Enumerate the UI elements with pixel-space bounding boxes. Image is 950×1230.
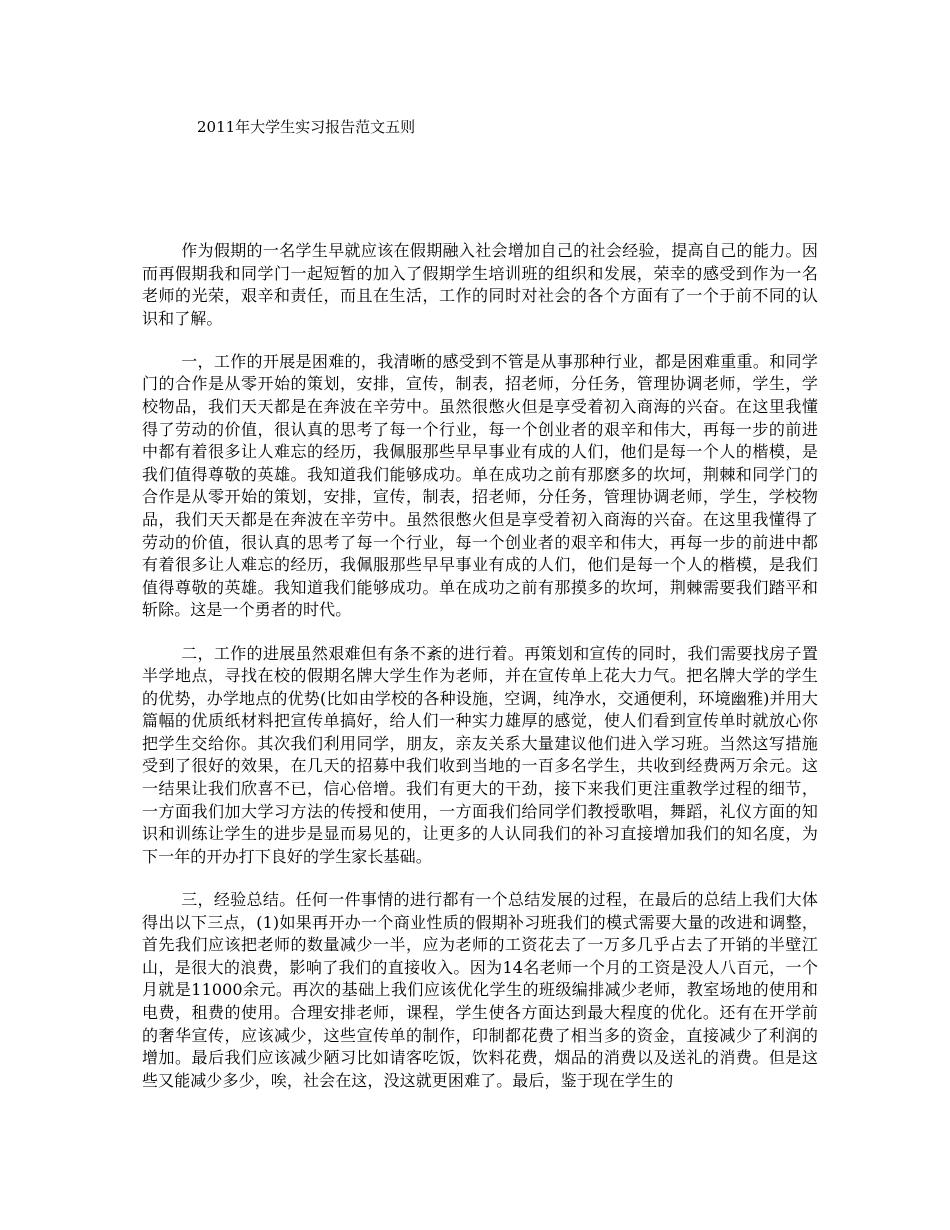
paragraph-intro: 作为假期的一名学生早就应该在假期融入社会增加自己的社会经验，提高自己的能力。因而再假期我和同学门一起短暂的加入了假期学生培训班的组织和发展，荣幸的感受到作为一名老师的光荣，艰辛和责任，而且在生活，工作的同时对社会的各个方面有了一个于前不同的认识和了解。 [142, 241, 818, 328]
paragraph-section-three: 三，经验总结。任何一件事情的进行都有一个总结发展的过程，在最后的总结上我们大体得出以下三点，(1)如果再开办一个商业性质的假期补习班我们的模式需要大量的改进和调整，首先我们应该把老师的数量减少一半，应为老师的工资花去了一万多几乎占去了开销的半壁江山，是很大的浪费，影响了我们的直接收入。因为14名老师一个月的工资是没人八百元，一个月就是11000余元。再次的基础上我们应该优化学生的班级编排减少老师，教室场地的使用和电费，租费的使用。合理安排老师，课程，学生使各方面达到最大程度的优化。还有在开学前的奢华宣传，应该减少，这些宣传单的制作，印制都花费了相当多的资金，直接减少了利润的增加。最后我们应该减少陋习比如请客吃饭，饮料花费，烟品的消费以及送礼的消费。但是这些又能减少多少，唉，社会在这，没这就更困难了。最后，鉴于现在学生的 [142, 889, 818, 1090]
paragraph-section-two: 二，工作的进展虽然艰难但有条不紊的进行着。再策划和宣传的同时，我们需要找房子置半学地点，寻找在校的假期名牌大学生作为老师，并在宣传单上花大力气。把名牌大学的学生的优势，办学地点的优势(比如由学校的各种设施，空调，纯净水，交通便利，环境幽雅)并用大篇幅的优质纸材料把宣传单搞好，给人们一种实力雄厚的感觉，使人们看到宣传单时就放心你把学生交给你。其次我们利用同学，朋友，亲友关系大量建议他们进入学习班。当然这写措施受到了很好的效果，在几天的招募中我们收到当地的一百多名学生，共收到经费两万余元。这一结果让我们欣喜不已，信心倍增。我们有更大的干劲，接下来我们更注重教学过程的细节，一方面我们加大学习方法的传授和使用，一方面我们给同学们教授歌唱，舞蹈，礼仪方面的知识和训练让学生的进步是显而易见的，让更多的人认同我们的补习直接增加我们的知名度，为下一年的开办打下良好的学生家长基础。 [142, 643, 818, 866]
paragraph-section-one: 一，工作的开展是困难的，我清晰的感受到不管是从事那种行业，都是困难重重。和同学门的合作是从零开始的策划，安排，宣传，制表，招老师，分任务，管理协调老师，学生，学校物品，我们天天都是在奔波在辛劳中。虽然很憋火但是享受着初入商海的兴奋。在这里我懂得了劳动的价值，很认真的思考了每一个行业，每一个创业者的艰辛和伟大，再每一步的前进中都有着很多让人难忘的经历，我佩服那些早早事业有成的人们，他们是每一个人的楷模，是我们值得尊敬的英雄。我知道我们能够成功。单在成功之前有那麽多的坎坷，荆棘和同学门的合作是从零开始的策划，安排，宣传，制表，招老师，分任务，管理协调老师，学生，学校物品，我们天天都是在奔波在辛劳中。虽然很憋火但是享受着初入商海的兴奋。在这里我懂得了劳动的价值，很认真的思考了每一个行业，每一个创业者的艰辛和伟大，再每一步的前进中都有着很多让人难忘的经历，我佩服那些早早事业有成的人们，他们是每一个人的楷模，是我们值得尊敬的英雄。我知道我们能够成功。单在成功之前有那摸多的坎坷，荆棘需要我们踏平和斩除。这是一个勇者的时代。 [142, 351, 818, 620]
document-body [142, 240, 818, 1113]
document-title: 2011年大学生实习报告范文五则 [197, 118, 416, 136]
